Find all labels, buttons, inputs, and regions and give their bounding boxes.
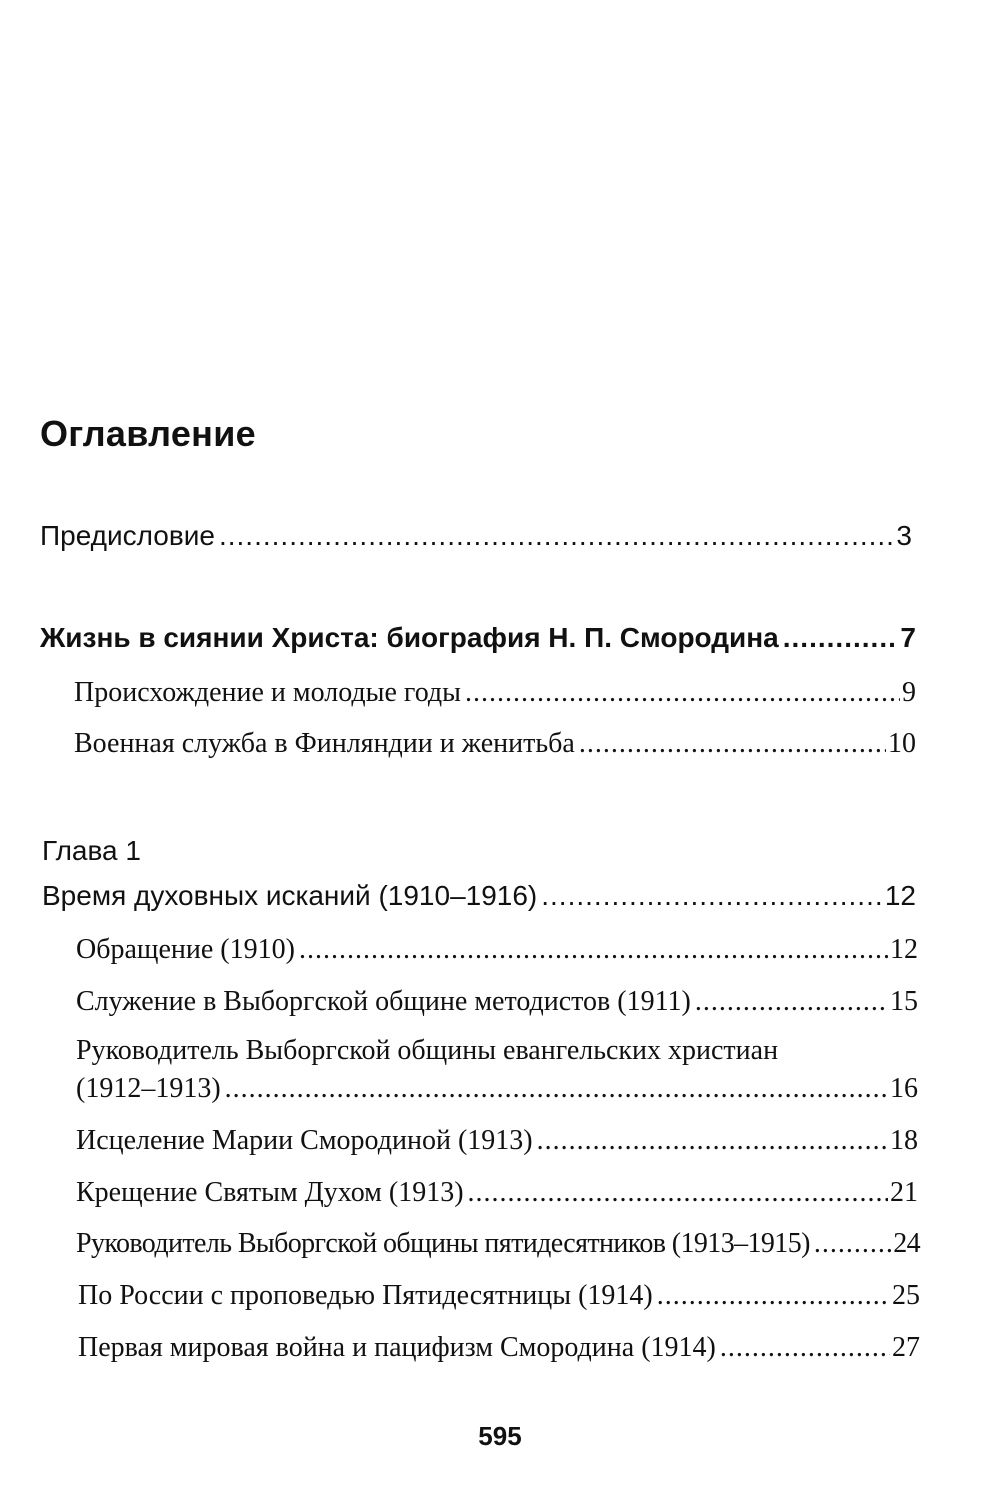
toc-entry-part[interactable] bbox=[40, 622, 916, 662]
toc-entry-subsection[interactable] bbox=[74, 677, 916, 717]
dot-leader bbox=[219, 520, 894, 552]
page-number: 595 bbox=[478, 1421, 522, 1451]
toc-entry-subsection[interactable] bbox=[78, 1280, 920, 1320]
toc-entry-subsection[interactable] bbox=[76, 1073, 918, 1113]
toc-entry-title: Военная служба в Финляндии и женитьба bbox=[74, 728, 575, 759]
toc-entry-page: 9 bbox=[902, 677, 916, 708]
toc-entry-page: 7 bbox=[900, 622, 916, 653]
toc-entry-title: По России с проповедью Пятидесятницы (1914) bbox=[78, 1280, 653, 1311]
toc-entry-title: Крещение Святым Духом (1913) bbox=[76, 1177, 464, 1208]
toc-entry-subsection[interactable] bbox=[76, 934, 918, 974]
toc-entry-subsection[interactable] bbox=[76, 1125, 918, 1165]
toc-entry-chapter[interactable] bbox=[42, 880, 916, 920]
toc-entry-title: Происхождение и молодые годы bbox=[74, 677, 461, 708]
toc-entry-title: (1912–1913) bbox=[76, 1073, 221, 1104]
dot-leader bbox=[814, 1228, 891, 1260]
dot-leader bbox=[720, 1332, 890, 1364]
toc-entry-title-line1: Руководитель Выборгской общины евангельских христиан bbox=[76, 1035, 779, 1066]
dot-leader bbox=[657, 1280, 890, 1312]
dot-leader bbox=[579, 728, 886, 760]
toc-entry-page: 10 bbox=[888, 728, 916, 759]
toc-entry-page: 12 bbox=[884, 880, 916, 911]
dot-leader bbox=[465, 677, 900, 709]
toc-entry-title: Первая мировая война и пацифизм Смородина (1914) bbox=[78, 1332, 716, 1363]
dot-leader bbox=[541, 880, 883, 912]
toc-entry-page: 16 bbox=[890, 1073, 918, 1104]
page-title: Оглавление bbox=[40, 413, 256, 454]
dot-leader bbox=[783, 622, 899, 654]
toc-entry-title: Исцеление Марии Смородиной (1913) bbox=[76, 1125, 533, 1156]
toc-entry-page: 24 bbox=[893, 1228, 920, 1259]
toc-entry-title: Жизнь в сиянии Христа: биография Н. П. Смородина bbox=[40, 622, 779, 653]
toc-entry-preface[interactable] bbox=[40, 520, 912, 560]
dot-leader bbox=[468, 1177, 888, 1209]
toc-entry-subsection[interactable] bbox=[76, 986, 918, 1026]
toc-entry-subsection[interactable] bbox=[78, 1332, 920, 1372]
toc-entry-page: 18 bbox=[890, 1125, 918, 1156]
toc-entry-title: Руководитель Выборгской общины пятидесятников (1913–1915) bbox=[76, 1228, 810, 1259]
toc-entry-page: 15 bbox=[890, 986, 918, 1017]
toc-entry-subsection[interactable] bbox=[76, 1228, 920, 1268]
toc-entry-title: Предисловие bbox=[40, 520, 215, 551]
dot-leader bbox=[299, 934, 888, 966]
toc-entry-title: Служение в Выборгской общине методистов (1911) bbox=[76, 986, 691, 1017]
toc-entry-page: 27 bbox=[892, 1332, 920, 1363]
chapter-label: Глава 1 bbox=[42, 835, 141, 866]
dot-leader bbox=[225, 1073, 888, 1105]
toc-entry-title: Обращение (1910) bbox=[76, 934, 295, 965]
toc-entry-page: 25 bbox=[892, 1280, 920, 1311]
dot-leader bbox=[537, 1125, 888, 1157]
toc-entry-subsection[interactable] bbox=[74, 728, 916, 768]
toc-entry-title: Время духовных исканий (1910–1916) bbox=[42, 880, 538, 911]
toc-entry-page: 21 bbox=[890, 1177, 918, 1208]
toc-entry-page: 3 bbox=[896, 520, 912, 551]
dot-leader bbox=[695, 986, 888, 1018]
toc-entry-subsection[interactable] bbox=[76, 1177, 918, 1217]
toc-entry-page: 12 bbox=[890, 934, 918, 965]
